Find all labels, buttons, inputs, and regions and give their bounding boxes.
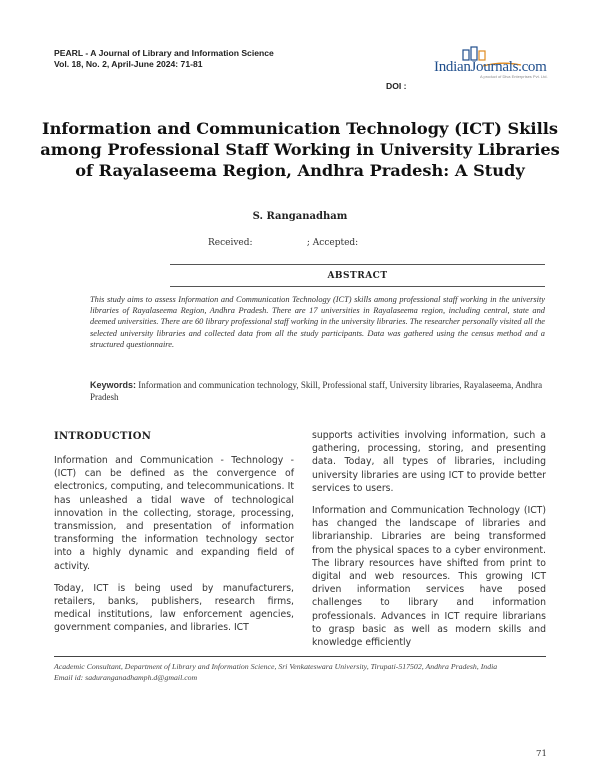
right-column [312, 429, 546, 658]
footnote-divider [54, 656, 546, 657]
divider [170, 264, 545, 265]
keywords [90, 379, 545, 403]
introduction-heading: INTRODUCTION [54, 431, 152, 442]
divider [170, 286, 545, 287]
journal-volume: Vol. 18, No. 2, April-June 2024: 71-81 [54, 59, 203, 69]
received-accepted: Received: ; Accepted: [208, 238, 359, 248]
paragraph: Information and Communication Technology (ICT) has changed the landscape of libraries and librarianship. Libraries are being transformed from the physical spaces to a cyber environment. The library resources have shifted from print to digital and web resources. This growing ICT driven information services have posed challenges to library and information professionals. Advances in ICT require librarians to grasp basic as well as modern skills and knowledge efficiently [312, 505, 546, 649]
author-affiliation: Academic Consultant, Department of Library and Information Science, Sri Venkateswara University, Tirupati-517502, Andhra Pradesh, India [54, 662, 498, 671]
author-name: S. Ranganadham [252, 211, 348, 222]
logo-tagline: A product of Diva Enterprises Pvt. Ltd. [480, 74, 548, 79]
paragraph: Today, ICT is being used by manufacturers, retailers, banks, publishers, research firms, medical institutions, law enforcement agencies, government companies, and libraries. ICT [54, 582, 294, 634]
keywords-label: Keywords: [90, 380, 137, 390]
page-number: 71 [536, 749, 547, 759]
abstract-body: This study aims to assess Information and Communication Technology (ICT) skills among professional staff working in the university libraries of Rayalaseema Region, Andhra Pradesh. There are 17 universities in Rayalaseema region, including central, state and deemed universities. There are 60 library professional staff working in the university libraries. The researcher personally visited all the selected university libraries and collected data from all the study participants. Data was gathered using the census method and a structured questionnaire. [90, 295, 545, 349]
keywords-list: Information and communication technology, Skill, Professional staff, University libraries, Rayalaseema, Andhra Pradesh [90, 380, 543, 402]
article-title: Information and Communication Technology (ICT) Skills among Professional Staff Working in University Libraries of Rayalaseema Region, Andhra Pradesh: A Study [40, 119, 560, 180]
publisher-logo[interactable] [432, 44, 550, 80]
paragraph: supports activities involving information, such a gathering, processing, storing, and presenting data. Today, all types of libraries, including university libraries are using ICT to provide better services to users. [312, 430, 546, 494]
left-column [54, 454, 294, 644]
abstract-heading: ABSTRACT [327, 271, 388, 281]
doi-label: DOI : [386, 81, 407, 91]
paragraph: Information and Communication - Technology - (ICT) can be defined as the convergence of electronics, computing, and telecommunications. It has unleashed a tidal wave of technological innovation in the collecting, storage, processing, transmission, and presentation of information transforming the information technology sector into a highly dynamic and expanding field of activity. [54, 455, 294, 572]
logo-text: IndianJournals.com [434, 59, 547, 75]
author-email: Email id: saduranganadhamph.d@gmail.com [54, 673, 198, 682]
journal-name: PEARL - A Journal of Library and Information Science [54, 48, 274, 58]
footnote [54, 661, 554, 683]
journal-info [54, 48, 274, 70]
